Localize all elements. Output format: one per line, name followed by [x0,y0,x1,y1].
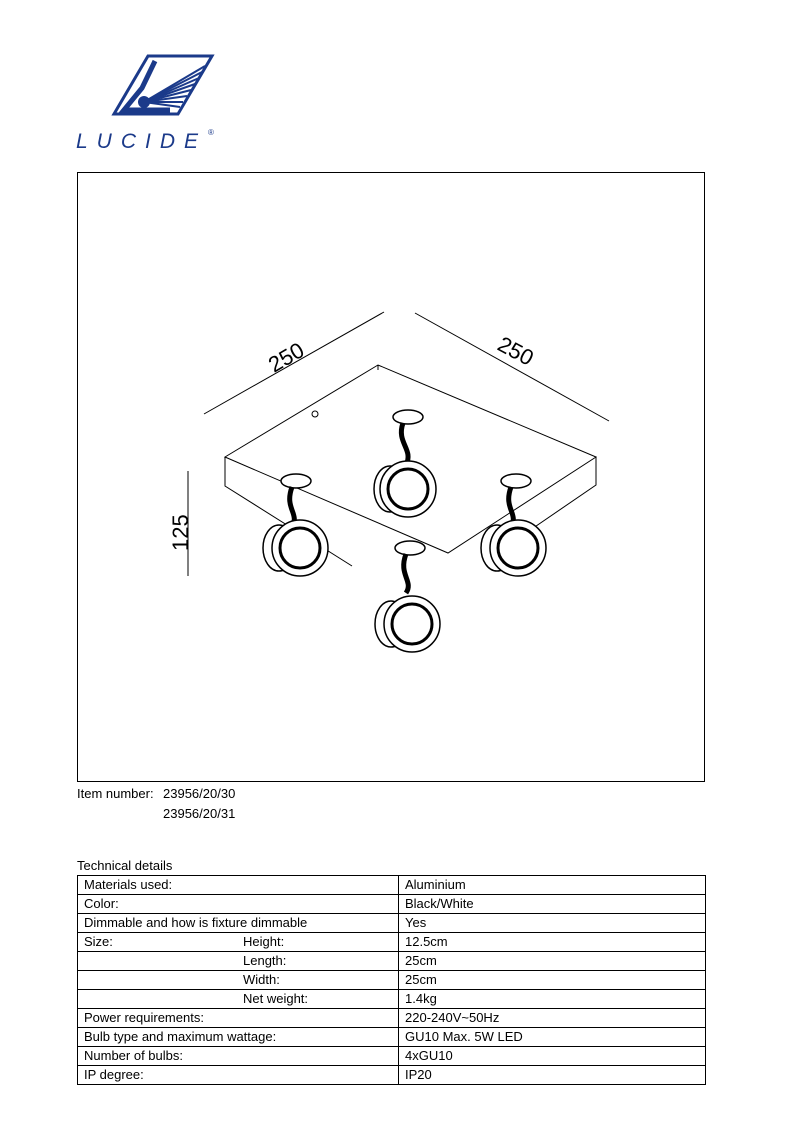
spec-label-cell [78,914,399,933]
spec-label-cell [78,895,399,914]
table-row [78,990,706,1009]
spec-label-cell [78,971,399,990]
spec-label-cell [78,1066,399,1085]
spec-sublabel: Length: [243,953,287,968]
spec-label: Bulb type and maximum wattage: [84,1029,277,1044]
brand-wordmark: LUCIDE [76,130,208,153]
table-row [78,952,706,971]
table-row [78,895,706,914]
spec-label-cell [78,933,399,952]
spec-value: GU10 Max. 5W LED [399,1028,706,1047]
spec-label: Dimmable and how is fixture dimmable [84,915,308,930]
spec-label: Materials used: [84,877,173,892]
spec-label: Color: [84,896,119,911]
item-number-1: 23956/20/30 [163,786,236,801]
spec-label-cell [78,1028,399,1047]
mounting-screw [312,411,318,417]
table-row [78,1047,706,1066]
width-dimension-label: 250 [493,331,538,371]
spec-value: 12.5cm [399,933,706,952]
spec-sublabel: Height: [243,934,285,949]
spec-label: Number of bulbs: [84,1048,183,1063]
table-row [78,876,706,895]
spec-label: IP degree: [84,1067,144,1082]
spec-label-cell [78,876,399,895]
spec-value: 4xGU10 [399,1047,706,1066]
spec-sublabel: Width: [243,972,280,987]
spec-label-cell [78,990,399,1009]
spec-value: IP20 [399,1066,706,1085]
spec-value: 25cm [399,971,706,990]
spec-value: Aluminium [399,876,706,895]
spec-value: Black/White [399,895,706,914]
spotlight-heads [263,410,546,652]
table-row [78,1066,706,1085]
spec-label-cell [78,952,399,971]
table-row [78,1028,706,1047]
spec-label: Power requirements: [84,1010,204,1025]
spec-value: Yes [399,914,706,933]
table-row [78,971,706,990]
registered-mark: ® [208,128,214,137]
height-dimension-label: 125 [168,514,193,551]
product-drawing-frame [77,172,705,782]
technical-details-title: Technical details [77,858,173,873]
spec-value: 220-240V~50Hz [399,1009,706,1028]
spec-label-cell [78,1009,399,1028]
spec-value: 1.4kg [399,990,706,1009]
product-drawing [78,173,706,783]
spec-label: Size: [84,934,113,949]
spec-label-cell [78,1047,399,1066]
item-number-2: 23956/20/31 [163,806,236,821]
width-dimension-line [415,313,609,421]
table-row [78,933,706,952]
item-number-label: Item number: [77,786,154,801]
spec-sublabel: Net weight: [243,991,309,1006]
technical-details-table [77,875,706,1085]
length-dimension-label: 250 [264,337,309,378]
spec-value: 25cm [399,952,706,971]
table-row [78,1009,706,1028]
table-row [78,914,706,933]
